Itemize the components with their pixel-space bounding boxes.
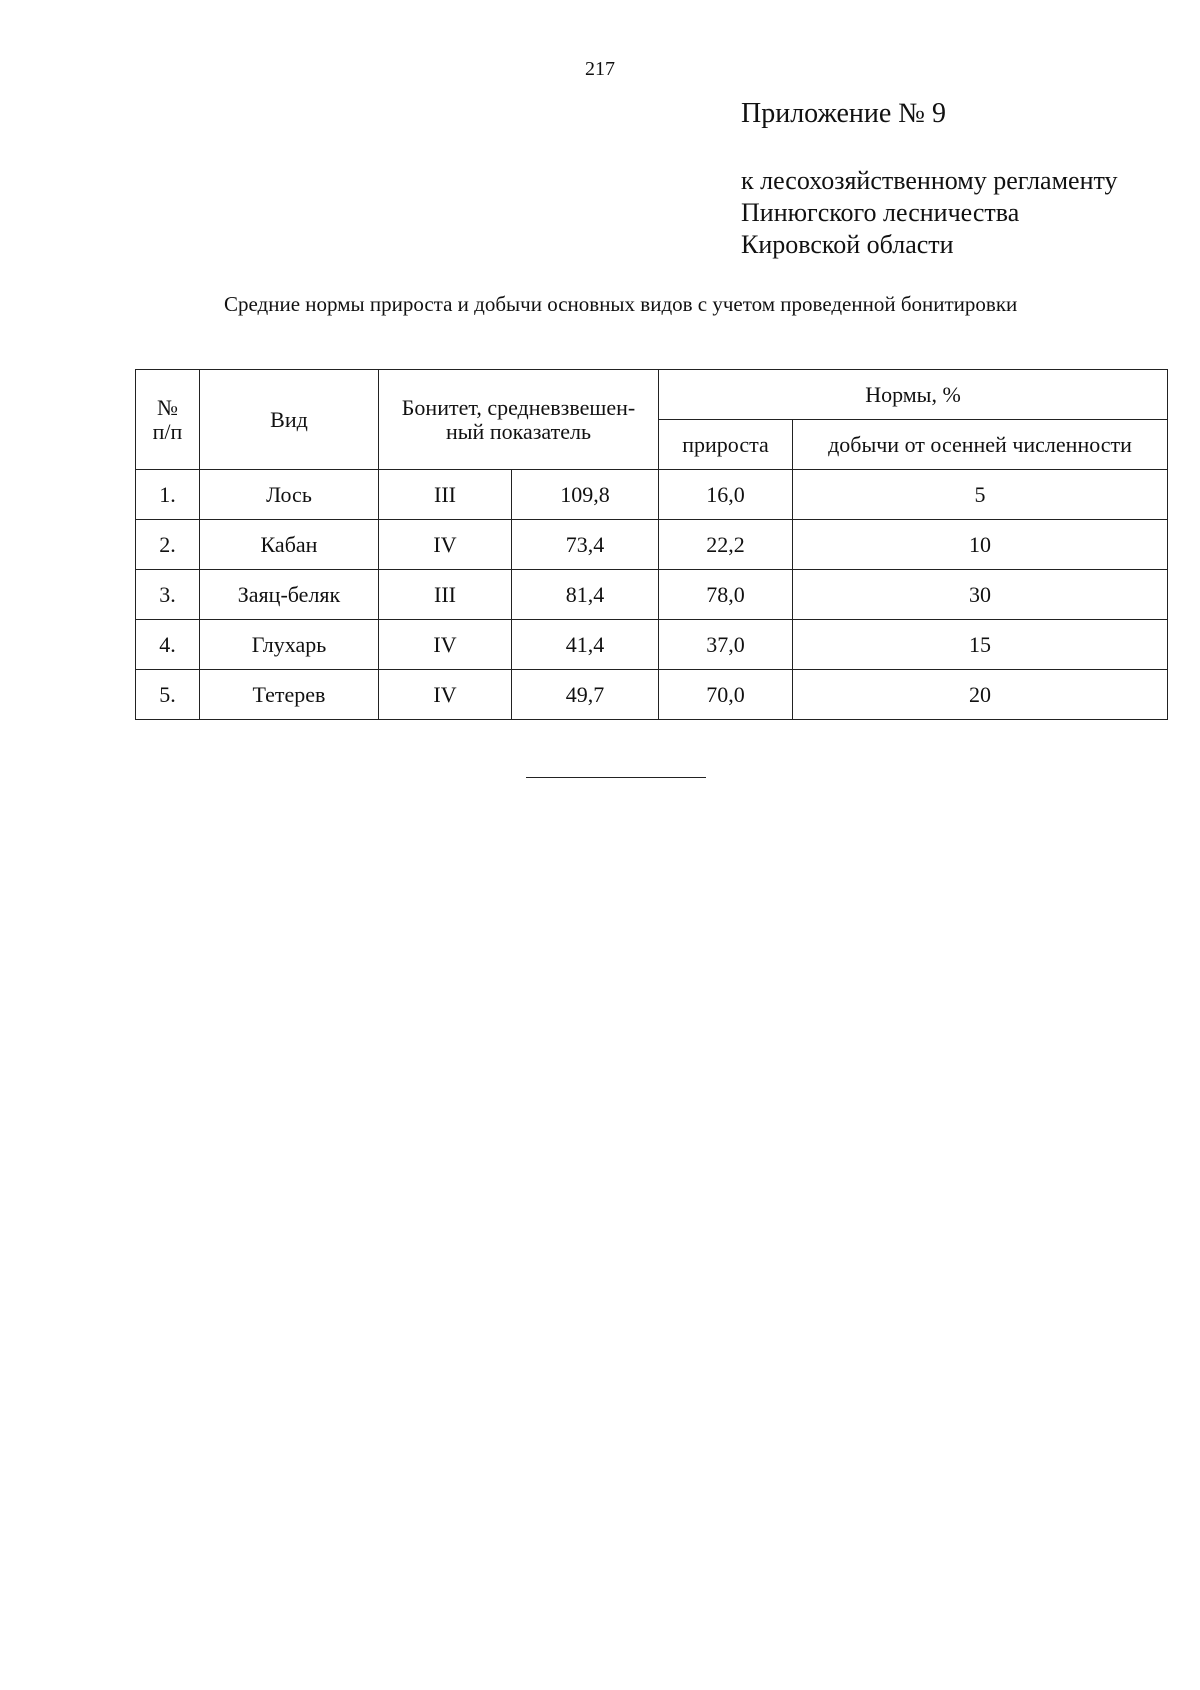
cell-bonitet-class: IV: [379, 620, 512, 670]
table-row: [136, 470, 1168, 520]
table-row: [136, 570, 1168, 620]
cell-bonitet-class: III: [379, 470, 512, 520]
regulation-line: к лесохозяйственному регламенту: [741, 166, 1118, 195]
cell-number: 5.: [136, 670, 200, 720]
cell-number: 1.: [136, 470, 200, 520]
cell-bonitet-index: 73,4: [512, 520, 659, 570]
closing-divider: [526, 777, 706, 778]
cell-growth: 37,0: [659, 620, 793, 670]
appendix-title: Приложение № 9: [741, 98, 946, 129]
cell-bonitet-index: 81,4: [512, 570, 659, 620]
page-number: 217: [585, 58, 615, 80]
cell-number: 4.: [136, 620, 200, 670]
cell-species: Заяц-беляк: [200, 570, 379, 620]
cell-bonitet-class: IV: [379, 670, 512, 720]
norms-table: [135, 369, 1168, 720]
cell-harvest: 15: [793, 620, 1168, 670]
header-species: Вид: [200, 370, 379, 470]
cell-species: Тетерев: [200, 670, 379, 720]
cell-species: Лось: [200, 470, 379, 520]
header-harvest: добычи от осенней численности: [793, 420, 1168, 470]
header-norms: Нормы, %: [659, 370, 1168, 420]
cell-harvest: 10: [793, 520, 1168, 570]
header-bonitet: Бонитет, средневзвешен-ный показатель: [379, 370, 659, 470]
regulation-line: Пинюгского лесничества: [741, 198, 1020, 227]
cell-bonitet-index: 41,4: [512, 620, 659, 670]
cell-growth: 70,0: [659, 670, 793, 720]
cell-number: 3.: [136, 570, 200, 620]
cell-harvest: 5: [793, 470, 1168, 520]
cell-bonitet-index: 109,8: [512, 470, 659, 520]
cell-growth: 22,2: [659, 520, 793, 570]
cell-bonitet-class: III: [379, 570, 512, 620]
cell-species: Кабан: [200, 520, 379, 570]
table-title: Средние нормы прироста и добычи основных видов с учетом проведенной бонитировки: [224, 292, 1018, 316]
cell-bonitet-class: IV: [379, 520, 512, 570]
cell-species: Глухарь: [200, 620, 379, 670]
cell-bonitet-index: 49,7: [512, 670, 659, 720]
table-row: [136, 620, 1168, 670]
header-growth: прироста: [659, 420, 793, 470]
table-row: [136, 670, 1168, 720]
header-number: № п/п: [136, 370, 200, 470]
regulation-line: Кировской области: [741, 230, 954, 259]
cell-number: 2.: [136, 520, 200, 570]
cell-harvest: 20: [793, 670, 1168, 720]
cell-growth: 16,0: [659, 470, 793, 520]
table-header-row: [136, 370, 1168, 420]
cell-harvest: 30: [793, 570, 1168, 620]
table-row: [136, 520, 1168, 570]
regulation-reference: [741, 165, 1118, 261]
cell-growth: 78,0: [659, 570, 793, 620]
